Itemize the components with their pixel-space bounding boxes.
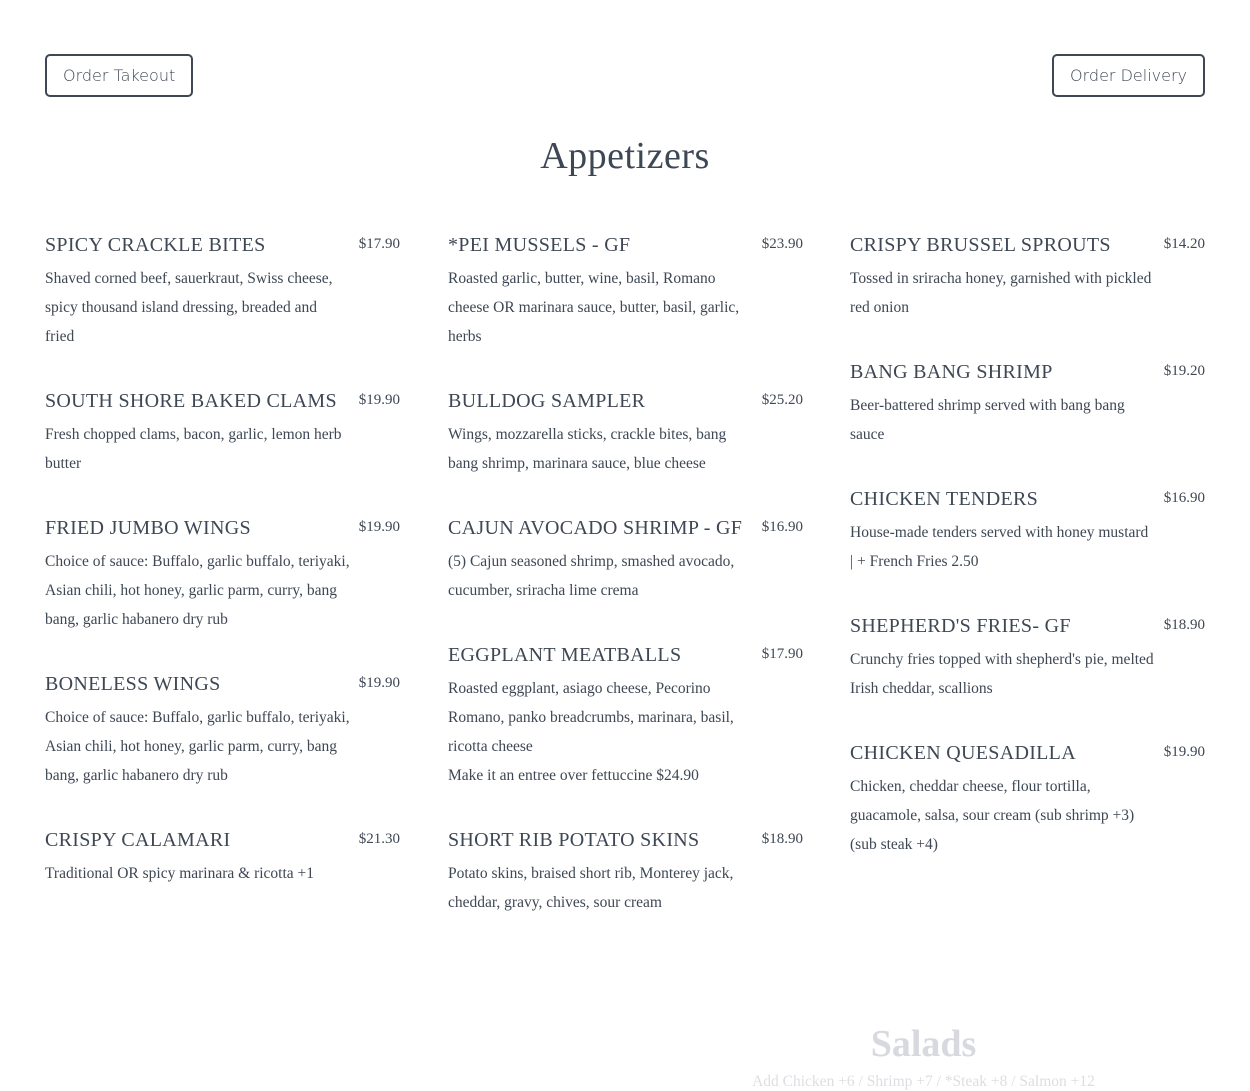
menu-column-3 <box>850 232 1205 859</box>
menu-item-description: Roasted garlic, butter, wine, basil, Romano cheese OR marinara sauce, butter, basil, garlic, herbs <box>448 270 740 345</box>
menu-item-price: $19.90 <box>1163 744 1205 760</box>
menu-item-name: CRISPY CALAMARI <box>45 829 231 851</box>
menu-item-price: $19.90 <box>358 519 400 535</box>
menu-item-description: Choice of sauce: Buffalo, garlic buffalo, teriyaki, Asian chili, hot honey, garlic parm, curry, bang bang, garlic habanero dry rub <box>45 709 350 784</box>
menu-item-name: BONELESS WINGS <box>45 673 221 695</box>
salads-addon-note: Add Chicken +6 / Shrimp +7 / *Steak +8 / Salmon +12 <box>752 1073 1095 1090</box>
menu-item-description: Crunchy fries topped with shepherd's pie, melted Irish cheddar, scallions <box>850 651 1154 697</box>
menu-item <box>850 232 1205 322</box>
menu-item <box>448 232 803 351</box>
menu-item <box>850 359 1205 449</box>
menu-item-name: CHICKEN TENDERS <box>850 488 1039 510</box>
menu-item-price: $19.90 <box>358 392 400 408</box>
menu-item <box>448 388 803 478</box>
menu-item-description: Beer-battered shrimp served with bang bang sauce <box>850 397 1125 443</box>
menu-item-description: Tossed in sriracha honey, garnished with pickled red onion <box>850 270 1152 316</box>
menu-item <box>850 740 1205 859</box>
menu-item-extra: Make it an entree over fettuccine $24.90 <box>448 767 699 784</box>
menu-item-price: $21.30 <box>358 831 400 847</box>
menu-item-description: Choice of sauce: Buffalo, garlic buffalo, teriyaki, Asian chili, hot honey, garlic parm, curry, bang bang, garlic habanero dry rub <box>45 553 350 628</box>
menu-item-price: $14.20 <box>1163 236 1205 252</box>
menu-item-price: $17.90 <box>358 236 400 252</box>
menu-item <box>448 642 803 790</box>
menu-item <box>850 613 1205 703</box>
menu-item-name: BANG BANG SHRIMP <box>850 361 1053 383</box>
menu-item-name: FRIED JUMBO WINGS <box>45 517 251 539</box>
menu-item-name: *PEI MUSSELS - GF <box>448 234 631 256</box>
menu-item-description: Roasted eggplant, asiago cheese, Pecorino Romano, panko breadcrumbs, marinara, basil, ricotta cheese <box>448 680 734 755</box>
menu-item-price: $19.20 <box>1163 363 1205 379</box>
menu-item <box>45 388 400 478</box>
menu-column-1 <box>45 232 400 888</box>
menu-item <box>45 232 400 351</box>
menu-item-description: Wings, mozzarella sticks, crackle bites, bang bang shrimp, marinara sauce, blue cheese <box>448 426 727 472</box>
menu-item-name: CHICKEN QUESADILLA <box>850 742 1076 764</box>
menu-item <box>448 515 803 605</box>
menu-item-description: Chicken, cheddar cheese, flour tortilla, guacamole, salsa, sour cream (sub shrimp +3) (sub steak +4) <box>850 778 1135 853</box>
menu-item <box>850 486 1205 576</box>
menu-item <box>448 827 803 917</box>
menu-item-price: $18.90 <box>1163 617 1205 633</box>
menu-item-name: CAJUN AVOCADO SHRIMP - GF <box>448 517 743 539</box>
menu-item-price: $23.90 <box>761 236 803 252</box>
order-takeout-button[interactable]: Order Takeout <box>45 54 193 97</box>
menu-item-description: Traditional OR spicy marinara & ricotta +1 <box>45 865 315 882</box>
menu-item-price: $25.20 <box>761 392 803 408</box>
menu-item-name: CRISPY BRUSSEL SPROUTS <box>850 234 1111 256</box>
order-delivery-button[interactable]: Order Delivery <box>1052 54 1205 97</box>
menu-item-price: $16.90 <box>1163 490 1205 506</box>
menu-item-price: $17.90 <box>761 646 803 662</box>
menu-column-2 <box>448 232 803 917</box>
menu-item-price: $19.90 <box>358 675 400 691</box>
menu-item-price: $16.90 <box>761 519 803 535</box>
menu-item-description: House-made tenders served with honey mustard | + French Fries 2.50 <box>850 524 1149 570</box>
menu-item-description: Shaved corned beef, sauerkraut, Swiss cheese, spicy thousand island dressing, breaded and fried <box>45 270 333 345</box>
menu-item-name: BULLDOG SAMPLER <box>448 390 646 412</box>
menu-item-price: $18.90 <box>761 831 803 847</box>
menu-item <box>45 671 400 790</box>
menu-item-name: SPICY CRACKLE BITES <box>45 234 266 256</box>
section-title-appetizers: Appetizers <box>540 135 710 177</box>
menu-item-description: Potato skins, braised short rib, Monterey jack, cheddar, gravy, chives, sour cream <box>448 865 734 911</box>
menu-item-description: Fresh chopped clams, bacon, garlic, lemon herb butter <box>45 426 342 472</box>
menu-item-name: SHORT RIB POTATO SKINS <box>448 829 700 851</box>
section-title-salads: Salads <box>870 1023 977 1065</box>
menu-item-name: EGGPLANT MEATBALLS <box>448 644 682 666</box>
menu-item-name: SOUTH SHORE BAKED CLAMS <box>45 390 337 412</box>
menu-item <box>45 515 400 634</box>
menu-item <box>45 827 400 888</box>
menu-item-name: SHEPHERD'S FRIES- GF <box>850 615 1071 637</box>
menu-item-description: (5) Cajun seasoned shrimp, smashed avocado, cucumber, sriracha lime crema <box>448 553 735 599</box>
